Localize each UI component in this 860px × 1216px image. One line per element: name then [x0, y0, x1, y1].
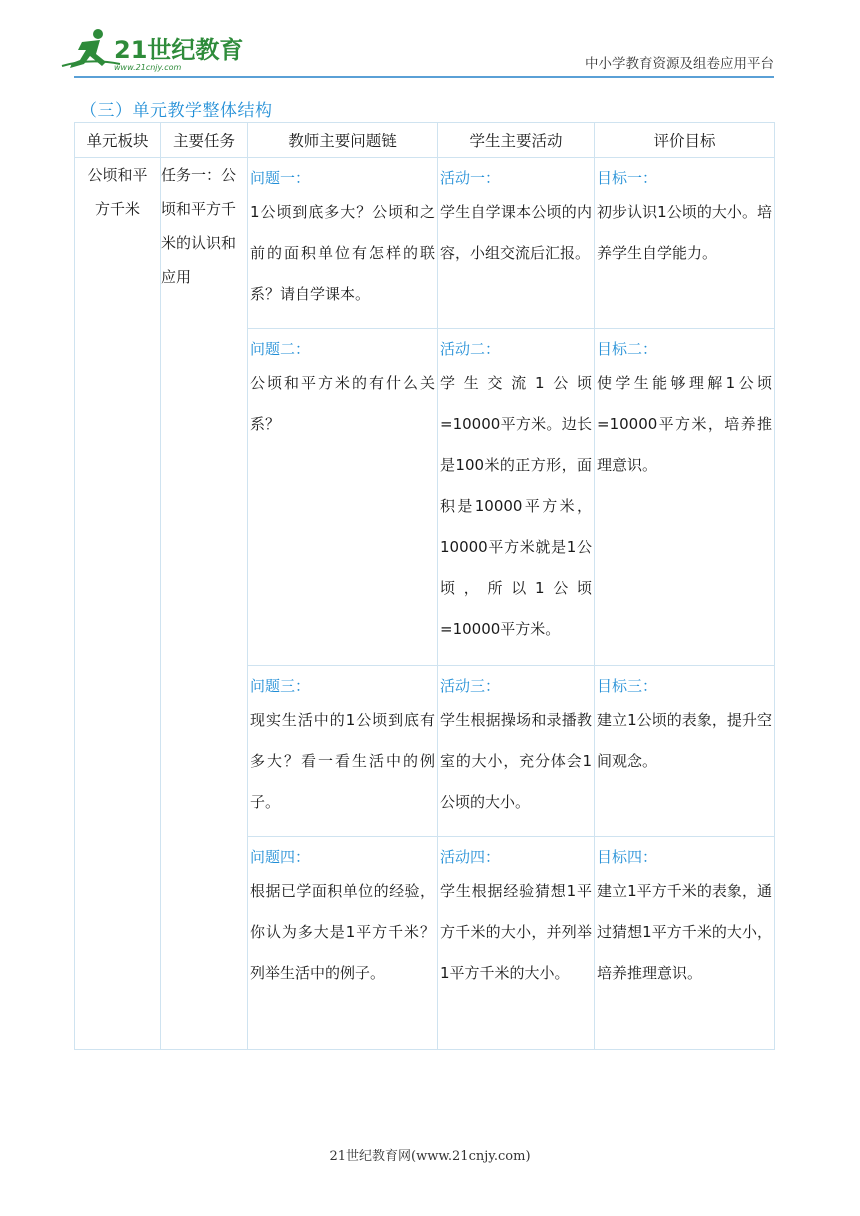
activity-label: 活动四： — [440, 848, 501, 866]
column-header: 学生主要活动 — [438, 123, 595, 158]
goal-text: 初步认识1公顷的大小。培养学生自学能力。 — [597, 203, 772, 262]
platform-name: 中小学教育资源及组卷应用平台 — [585, 56, 774, 72]
goal-label: 目标四： — [597, 848, 658, 866]
goal-text: 建立1公顷的表象，提升空间观念。 — [597, 711, 772, 770]
activity-label: 活动二： — [440, 340, 501, 358]
activity-cell — [438, 837, 595, 1050]
column-header: 评价目标 — [595, 123, 775, 158]
site-logo — [60, 28, 244, 74]
question-label: 问题三： — [250, 677, 311, 695]
logo-url: www.21cnjy.com — [114, 63, 182, 72]
table-header-row — [75, 123, 775, 158]
question-text: 根据已学面积单位的经验，你认为多大是1平方千米？列举生活中的例子。 — [250, 882, 435, 982]
header-divider — [74, 76, 774, 78]
table-row — [75, 158, 775, 329]
activity-cell — [438, 329, 595, 666]
unit-block-cell: 公顷和平方千米 — [75, 158, 161, 1050]
unit-structure-table — [74, 122, 775, 1050]
goal-cell — [595, 666, 775, 837]
section-title: （三）单元教学整体结构 — [80, 101, 273, 121]
column-header: 教师主要问题链 — [248, 123, 438, 158]
question-label: 问题四： — [250, 848, 311, 866]
logo-wordmark: 21世纪教育 — [114, 36, 244, 64]
question-cell — [248, 329, 438, 666]
activity-cell — [438, 666, 595, 837]
goal-cell — [595, 329, 775, 666]
main-task-cell: 任务一：公顷和平方千米的认识和应用 — [161, 158, 248, 1050]
question-cell — [248, 666, 438, 837]
activity-text: 学生根据操场和录播教室的大小，充分体会1公顷的大小。 — [440, 711, 592, 811]
question-text: 1公顷到底多大？公顷和之前的面积单位有怎样的联系？请自学课本。 — [250, 203, 435, 303]
goal-cell — [595, 837, 775, 1050]
activity-label: 活动一： — [440, 169, 501, 187]
question-label: 问题一： — [250, 169, 311, 187]
question-text: 公顷和平方米的有什么关系？ — [250, 374, 435, 433]
goal-label: 目标一： — [597, 169, 658, 187]
goal-text: 使学生能够理解1公顷=10000平方米，培养推理意识。 — [597, 374, 772, 474]
activity-text: 学生自学课本公顷的内容，小组交流后汇报。 — [440, 203, 592, 262]
column-header: 主要任务 — [161, 123, 248, 158]
question-cell — [248, 837, 438, 1050]
question-label: 问题二： — [250, 340, 311, 358]
goal-label: 目标二： — [597, 340, 658, 358]
activity-label: 活动三： — [440, 677, 501, 695]
goal-text: 建立1平方千米的表象，通过猜想1平方千米的大小，培养推理意识。 — [597, 882, 772, 982]
page-footer: 21世纪教育网(www.21cnjy.com) — [329, 1149, 531, 1164]
runner-logo-icon — [60, 28, 244, 74]
question-text: 现实生活中的1公顷到底有多大？看一看生活中的例子。 — [250, 711, 435, 811]
column-header: 单元板块 — [75, 123, 161, 158]
activity-text: 学生根据经验猜想1平方千米的大小，并列举1平方千米的大小。 — [440, 882, 592, 982]
goal-label: 目标三： — [597, 677, 658, 695]
goal-cell — [595, 158, 775, 329]
activity-cell — [438, 158, 595, 329]
question-cell — [248, 158, 438, 329]
activity-text: 学生交流1公顷=10000平方米。边长是100米的正方形，面积是10000平方米，10000平方米就是1公顷，所以1公顷=10000平方米。 — [440, 374, 592, 638]
